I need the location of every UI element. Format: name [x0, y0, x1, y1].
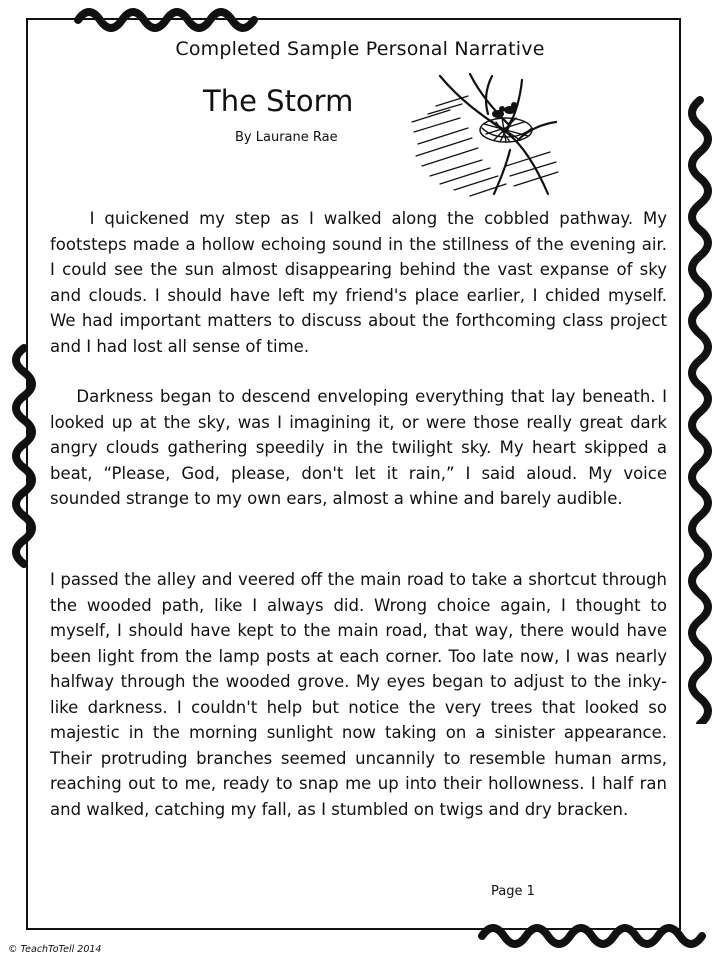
copyright-notice: © TeachToTell 2014	[8, 944, 102, 955]
paragraph-2: Darkness began to descend enveloping everything that lay beneath. I looked up at the sky, was I imagining it, or were those really great dark angry clouds gathering speedily in the twilight sky. My heart skipped a beat, “Please, God, please, don't let it rain,” I said aloud. My voice sounded strange to my own ears, almost a whine and barely audible.	[50, 387, 667, 508]
worksheet-header: Completed Sample Personal Narrative	[175, 38, 545, 60]
story-title: The Storm	[203, 84, 354, 118]
page-number: Page 1	[491, 884, 535, 899]
right-squiggle-decoration	[680, 94, 720, 724]
storm-nest-illustration	[410, 70, 560, 198]
left-squiggle-decoration	[4, 342, 44, 572]
paragraph-1: I quickened my step as I walked along the cobbled pathway. My footsteps made a hollow echoing sound in the stillness of the evening air. I could see the sun almost disappearing behind the vast expanse of sky and clouds. I should have left my friend's place earlier, I chided myself. We had important matters to discuss about the forthcoming class project and I had lost all sense of time.	[50, 209, 667, 356]
paragraph-3: I passed the alley and veered off the main road to take a shortcut through the wooded path, like I always did. Wrong choice again, I thought to myself, I should have kept to the main road, that way, there would have been light from the lamp posts at each corner. Too late now, I was nearly halfway through the wooded grove. My eyes began to adjust to the inky-like darkness. I couldn't help but notice the very trees that looked so majestic in the morning sunlight now taking on a sinister appearance. Their protruding branches seemed uncannily to resemble human arms, reaching out to me, ready to snap me up into their hollowness. I half ran and walked, catching my fall, as I stumbled on twigs and dry bracken.	[50, 570, 667, 819]
bottom-squiggle-decoration	[474, 918, 709, 960]
top-squiggle-decoration	[72, 2, 262, 34]
author-byline: By Laurane Rae	[235, 130, 338, 145]
